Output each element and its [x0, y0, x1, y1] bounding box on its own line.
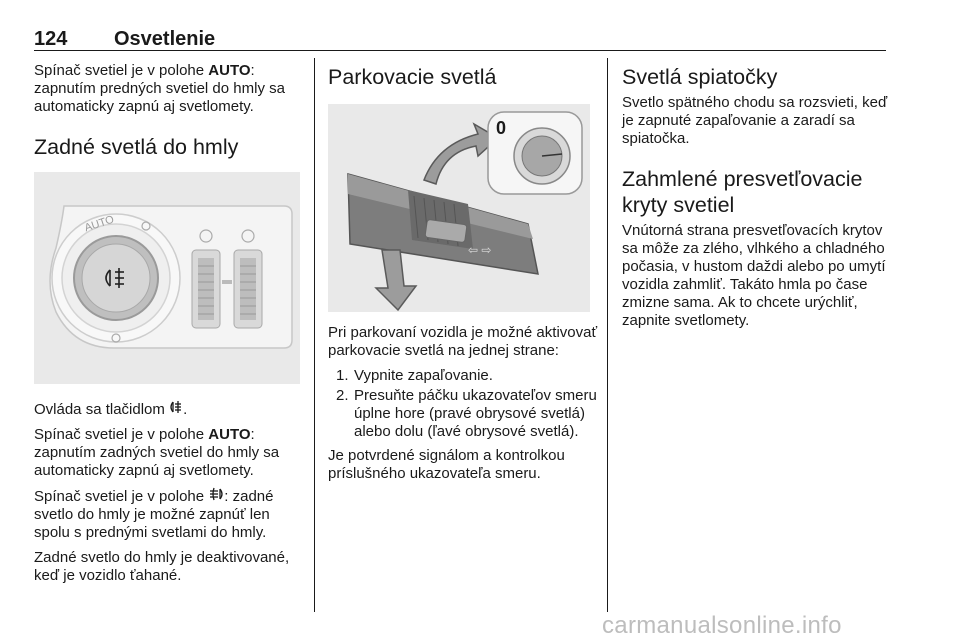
- section-title: Osvetlenie: [114, 28, 216, 50]
- lever-svg: [328, 104, 590, 312]
- column-divider-1: [314, 58, 315, 612]
- list-item: 2. Presuňte páčku ukazovateľov smeru úplne hore (pravé obrysové svetlá) alebo dolu (ľavé obrysové svetlá).: [336, 387, 597, 440]
- auto-label: AUTO: [83, 213, 116, 235]
- paragraph-parking-intro: Pri parkovaní vozidla je možné aktivovať parkovacie svetlá na jednej strane:: [328, 324, 598, 359]
- paragraph-position-front-fog: Spínač svetiel je v polohe : zadné svetlo do hmly je možné zapnúť len spolu s prednými svetlami do hmly.: [34, 488, 274, 541]
- paragraph-auto-rear: Spínač svetiel je v polohe AUTO: zapnutím zadných svetiel do hmly sa automaticky zapnú aj svetlomety.: [34, 426, 280, 479]
- zero-label: 0: [496, 118, 507, 138]
- rear-fog-lamp-icon: [169, 400, 183, 419]
- steps-list: [328, 367, 598, 441]
- light-switch-svg: [34, 172, 300, 384]
- paragraph-fogged-covers: Vnútorná strana presvetľovacích krytov sa môže za zlého, vlhkého a chladného počasia, v hustom daždi alebo po umytí vozidla zahmliť. Takáto hmla po čase zmizne sama. Ak to chcete urýchliť, zapnite svetlomety.: [622, 222, 886, 329]
- svg-text:⇦ ⇨: ⇦ ⇨: [468, 243, 492, 257]
- paragraph-confirmation: Je potvrdené signálom a kontrolkou príslušného ukazovateľa smeru.: [328, 447, 565, 482]
- intro-paragraph: Spínač svetiel je v polohe AUTO: zapnutím predných svetiel do hmly sa automaticky zapnú aj svetlomety.: [34, 62, 285, 115]
- watermark: carmanualsonline.info: [602, 612, 842, 639]
- page-header: [34, 28, 886, 50]
- front-fog-lamp-icon: [208, 487, 224, 506]
- heading-parking-lights: Parkovacie svetlá: [328, 65, 497, 89]
- column-2: [328, 62, 598, 490]
- column-1: [34, 62, 300, 592]
- column-divider-2: [607, 58, 608, 612]
- turn-signal-lever-illustration: [328, 104, 590, 312]
- heading-rear-fog: Zadné svetlá do hmly: [34, 135, 239, 159]
- heading-reversing-lights: Svetlá spiatočky: [622, 65, 778, 89]
- paragraph-reversing: Svetlo spätného chodu sa rozsvieti, keď je zapnuté zapaľovanie a zaradí sa spiatočka.: [622, 94, 888, 147]
- light-switch-illustration: [34, 172, 300, 384]
- paragraph-control-button: Ovláda sa tlačidlom .: [34, 401, 188, 418]
- paragraph-towing: Zadné svetlo do hmly je deaktivované, keď je vozidlo ťahané.: [34, 549, 290, 584]
- heading-fogged-covers: Zahmlené presvetľovacie kryty svetiel: [622, 167, 863, 217]
- list-item: 1. Vypnite zapaľovanie.: [336, 367, 493, 384]
- column-3: [622, 62, 892, 337]
- header-rule: [34, 50, 886, 51]
- page-number: 124: [34, 28, 68, 50]
